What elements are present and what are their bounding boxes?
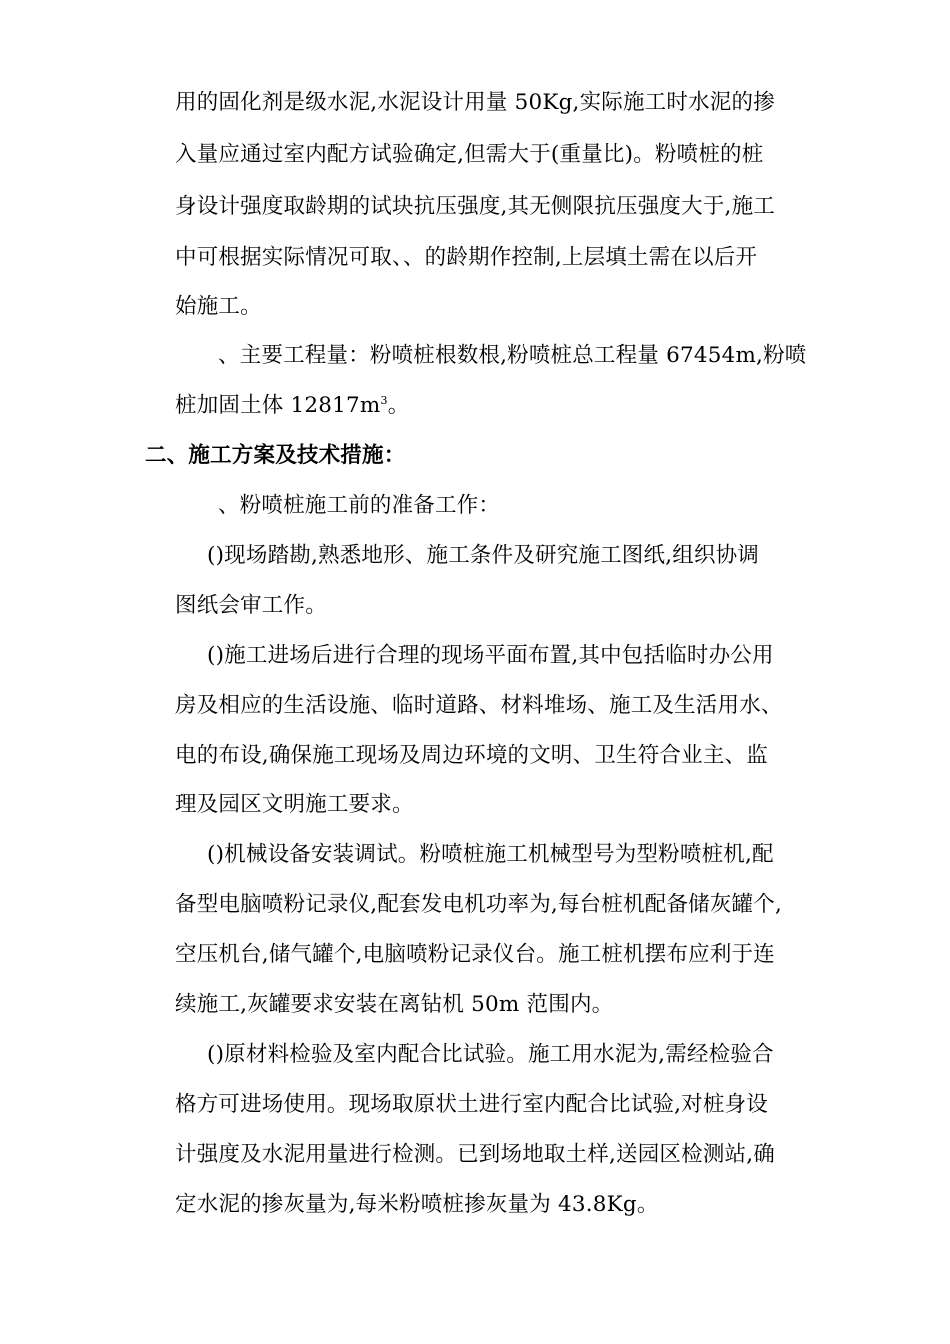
paragraph-line: 始施工。	[175, 294, 262, 319]
superscript: 3	[380, 393, 388, 407]
text-segment: 桩加固土体 12817m	[175, 393, 381, 418]
paragraph-line: ()原材料检验及室内配合比试验。施工用水泥为,需经检验合	[207, 1042, 774, 1067]
paragraph-line: ()现场踏勘,熟悉地形、施工条件及研究施工图纸,组织协调	[207, 543, 760, 568]
paragraph-line: 房及相应的生活设施、临时道路、材料堆场、施工及生活用水、	[175, 693, 783, 718]
paragraph-line: 身设计强度取龄期的试块抗压强度,其无侧限抗压强度大于,施工	[175, 194, 775, 219]
paragraph-line: 理及园区文明施工要求。	[175, 792, 414, 817]
paragraph-line: ()机械设备安装调试。粉喷桩施工机械型号为型粉喷桩机,配	[207, 842, 774, 867]
paragraph-line: ()施工进场后进行合理的现场平面布置,其中包括临时办公用	[207, 643, 774, 668]
paragraph-line: 格方可进场使用。现场取原状土进行室内配合比试验,对桩身设	[175, 1092, 768, 1117]
paragraph-line: 、主要工程量：粉喷桩根数根,粉喷桩总工程量 67454m,粉喷	[218, 343, 807, 368]
paragraph-line: 续施工,灰罐要求安装在离钻机 50m 范围内。	[175, 992, 614, 1017]
paragraph-line: 电的布设,确保施工现场及周边环境的文明、卫生符合业主、监	[175, 743, 768, 768]
paragraph-line: 用的固化剂是级水泥,水泥设计用量 50Kg,实际施工时水泥的掺	[175, 90, 775, 115]
section-heading: 二、施工方案及技术措施：	[145, 443, 406, 468]
paragraph-line	[175, 391, 409, 421]
text-segment: 。	[387, 393, 410, 418]
paragraph-line: 备型电脑喷粉记录仪,配套发电机功率为,每台桩机配备储灰罐个,	[175, 892, 783, 917]
paragraph-line: 入量应通过室内配方试验确定,但需大于(重量比)。粉喷桩的桩	[175, 142, 764, 167]
subsection-heading: 、粉喷桩施工前的准备工作：	[218, 493, 501, 518]
paragraph-line: 图纸会审工作。	[175, 593, 327, 618]
paragraph-line: 空压机台,储气罐个,电脑喷粉记录仪台。施工桩机摆布应利于连	[175, 942, 775, 967]
paragraph-line: 计强度及水泥用量进行检测。已到场地取土样,送园区检测站,确	[175, 1142, 775, 1167]
paragraph-line: 中可根据实际情况可取、、的龄期作控制,上层填土需在以后开	[175, 245, 758, 270]
paragraph-line: 定水泥的掺灰量为,每米粉喷桩掺灰量为 43.8Kg。	[175, 1192, 659, 1217]
